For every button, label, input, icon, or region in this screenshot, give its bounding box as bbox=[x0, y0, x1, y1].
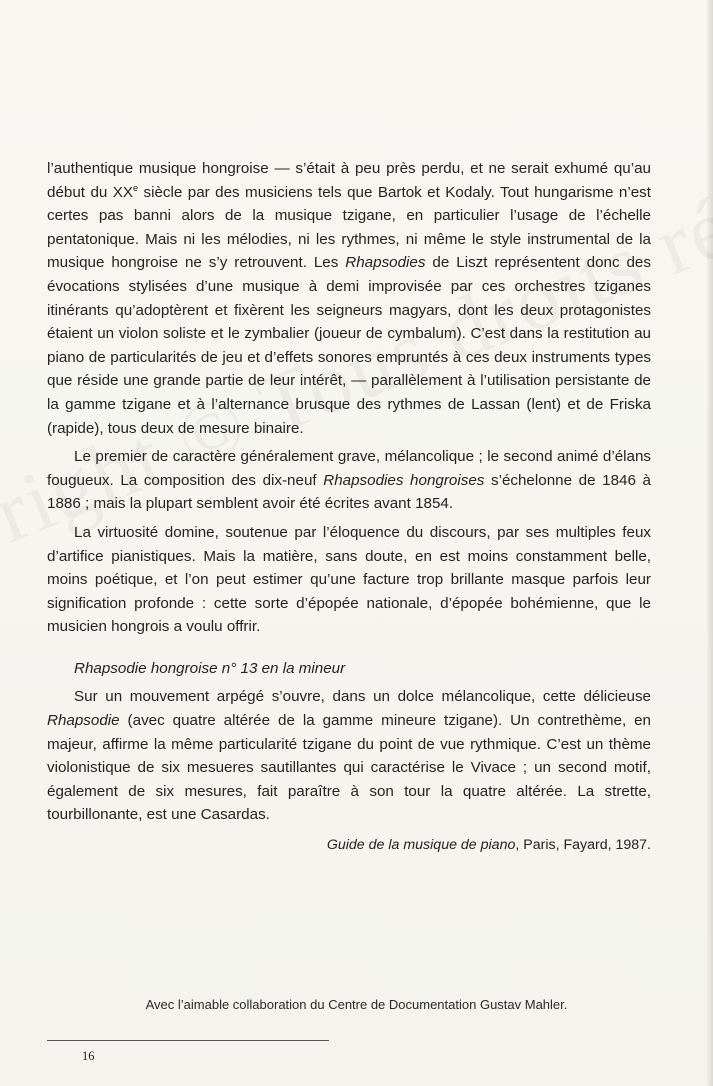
source-citation bbox=[47, 834, 651, 858]
page-number: 16 bbox=[82, 1049, 95, 1063]
paragraph-1-start: l’authentique musique hongroise — s’était à peu près perdu, et ne serait exhumé qu’au début du XX bbox=[47, 160, 651, 201]
rhapsodies-hongroises-italic: Rhapsodies hongroises bbox=[323, 471, 485, 489]
section-heading: Rhapsodie hongroise n° 13 en la mineur bbox=[74, 659, 346, 677]
superscript-e: e bbox=[133, 182, 139, 193]
paragraph-1-middle: siècle par des musiciens tels que Bartok et Kodaly. Tout hungarisme n’est certes pas banni alors de la musique tzigane, en particulier l’usage de l’échelle pentatonique. Mais ni les mélodies, ni les rythmes, ni même le style instrumental de la musique hongroise ne s’y retrouvent. Les bbox=[47, 183, 651, 272]
paragraph-2 bbox=[47, 445, 651, 516]
rhapsodies-italic: Rhapsodies bbox=[345, 254, 426, 272]
paragraph-2-start: Le premier de caractère généralement grave, mélancolique ; le second animé d’élans fougueux. La composition des dix-neuf bbox=[47, 448, 651, 489]
paragraph-4-start: Sur un mouvement arpégé s’ouvre, dans un dolce mélancolique, cette délicieuse bbox=[74, 688, 651, 706]
credit-line: Avec l’aimable collaboration du Centre de Documentation Gustav Mahler. bbox=[145, 997, 568, 1012]
rhapsodie-italic: Rhapsodie bbox=[47, 712, 120, 730]
paragraph-2-end: s’échelonne de 1846 à 1886 ; mais la plupart semblent avoir été écrites avant 1854. bbox=[47, 471, 651, 513]
paragraph-1 bbox=[47, 157, 651, 440]
source-details: , Paris, Fayard, 1987. bbox=[515, 837, 651, 854]
page-edge-shadow bbox=[707, 0, 713, 1086]
main-text bbox=[47, 157, 651, 858]
paragraph-3: La virtuosité domine, soutenue par l’éloquence du discours, par ses multiples feux d’artifice pianistiques. Mais la matière, sans doute, en est moins constamment belle, moins poétique, et l’on peut estimer qu’une facture trop brillante masque parfois leur signification profonde : cette sorte d’épopée nationale, d’épopée bohémienne, que le musicien hongrois a voulu offrir. bbox=[47, 523, 651, 636]
source-title: Guide de la musique de piano bbox=[326, 837, 516, 854]
paragraph-4-end: (avec quatre altérée de la gamme mineure tzigane). Un contrethème, en majeur, affirme la même particularité tzigane du point de vue rythmique. C’est un thème violonistique de six mesueres sautillantes qui caractérise le Vivace ; un second motif, également de six mesures, fait paraître à son tour la quatre altérée. La strette, tourbillonante, est une Casardas. bbox=[47, 712, 651, 824]
paragraph-4 bbox=[47, 685, 651, 827]
paragraph-1-end: de Liszt représentent donc des évocations stylisées d’une musique à demi improvisée par ces orchestres tziganes itinérants qu’adoptèrent et fixèrent les seigneurs magyars, dont les deux protagonistes étaient un violon soliste et le zymbalier (joueur de cymbalum). C’est dans la restitution au piano de particularités de jeu et d’effets sonores empruntés à ces deux instruments types que réside une grande partie de leur intérêt, — parallèlement à l’utilisation persistante de la gamme tzigane et à l’alternance brusque des rythmes de Lassan (lent) et de Friska (rapide), tous deux de mesure binaire. bbox=[47, 254, 651, 437]
footer-rule bbox=[47, 1040, 329, 1041]
